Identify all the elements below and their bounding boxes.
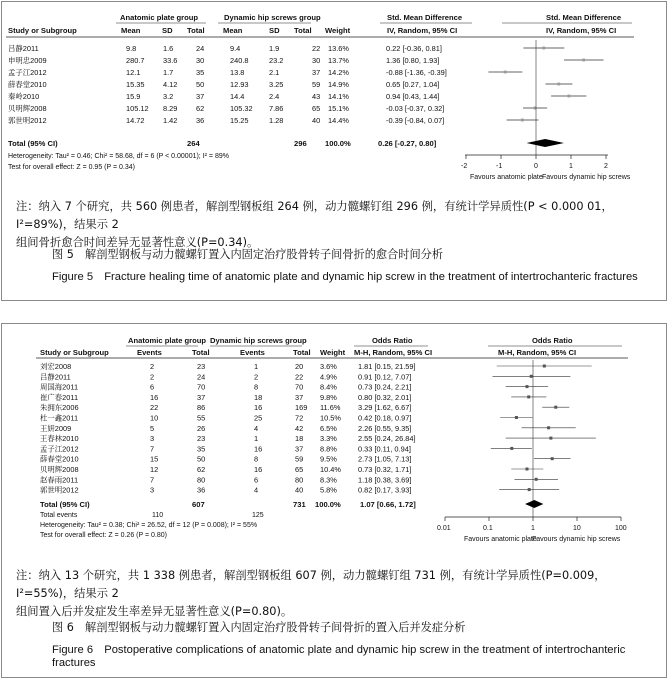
fig5-study-rows (8, 44, 447, 125)
fig5-row-weight: 14.2% (328, 68, 349, 77)
fig6-row-events1: 2 (150, 362, 155, 371)
fig6-row-total2: 22 (295, 372, 304, 382)
fig6-study-rows (40, 362, 416, 495)
fig5-note (16, 198, 656, 252)
fig6-row-ci: 0.82 [0.17, 3.93] (358, 485, 412, 495)
fig5-total-weight: 100.0% (325, 139, 351, 148)
fig5-axis-tick-label: -2 (461, 163, 468, 170)
fig6-row-events1: 3 (150, 434, 155, 444)
fig6-row-weight: 8.3% (320, 475, 337, 485)
fig6-row-total2: 65 (295, 465, 304, 474)
fig6-row-events2: 6 (254, 475, 259, 485)
fig6-axis-tick-label: 100 (615, 525, 627, 532)
fig5-row-n1: 50 (196, 80, 205, 89)
fig6-row-total2: 59 (295, 454, 304, 464)
fig6-row-events1: 6 (150, 382, 155, 392)
fig6-overall-effect: Test for overall effect: Z = 0.26 (P = 0.80) (40, 532, 167, 539)
fig5-row-sd1: 1.42 (163, 116, 178, 125)
fig6-row-study: 贝明辉2008 (40, 465, 79, 474)
fig6-plot-area (491, 360, 596, 517)
fig5-total-label: Total (95% CI) (8, 139, 58, 148)
fig6-row-total2: 18 (295, 434, 304, 444)
fig6-row-study: 薛春堂2010 (40, 454, 79, 464)
fig5-row-mean2: 240.8 (230, 56, 249, 65)
fig6-row-ci: 0.33 [0.11, 0.94] (358, 444, 411, 454)
fig5-row-n1: 35 (196, 68, 205, 77)
fig6-row-ci: 0.73 [0.32, 1.71] (358, 465, 412, 474)
fig5-row-n2: 37 (312, 68, 321, 77)
figure5-forest-plot (2, 2, 666, 182)
fig6-row-weight: 4.9% (320, 372, 337, 382)
fig5-axis (461, 155, 631, 181)
fig5-row-sd1: 8.29 (163, 104, 178, 113)
fig5-row-ci: 0.22 [-0.36, 0.81] (386, 44, 442, 53)
fig6-row-total1: 80 (197, 475, 206, 485)
fig5-row-sd2: 1.9 (269, 44, 280, 53)
fig6-col-total1: Total (192, 348, 210, 357)
fig6-row-study: 赵春雨2011 (40, 475, 79, 485)
fig6-row-total1: 62 (197, 465, 206, 474)
fig5-col-sd2: SD (269, 26, 280, 35)
fig5-row-study: 吕静2011 (8, 44, 39, 53)
fig6-row-total1: 70 (197, 382, 206, 392)
fig5-point-estimate (504, 71, 507, 74)
fig6-row-total1: 24 (197, 372, 206, 382)
fig5-row-ci: 0.65 [0.27, 1.04] (386, 80, 440, 89)
fig6-row-events1: 7 (150, 475, 155, 485)
fig6-row-ci: 2.26 [0.55, 9.35] (358, 423, 412, 433)
fig6-row-events1: 3 (150, 485, 155, 495)
fig5-row-ci: -0.39 [-0.84, 0.07] (386, 116, 445, 125)
fig5-col-total2: Total (294, 26, 312, 35)
fig5-row-sd2: 3.25 (269, 80, 284, 89)
fig5-row-sd2: 2.4 (269, 92, 280, 101)
fig6-col-events1: Events (137, 348, 162, 357)
fig6-point-estimate (535, 478, 538, 481)
fig6-row-events2: 4 (254, 485, 259, 495)
fig5-axis-tick-label: 1 (569, 163, 573, 170)
fig5-row-mean1: 105.12 (126, 104, 149, 113)
fig6-row-study: 孟子江2012 (40, 444, 79, 454)
fig6-point-estimate (551, 457, 554, 460)
fig5-summary-diamond (527, 139, 564, 147)
fig5-row-mean2: 15.25 (230, 116, 249, 125)
fig6-row-total1: 35 (197, 444, 206, 454)
fig6-row-total2: 42 (295, 423, 304, 433)
fig5-row-weight: 14.1% (328, 92, 349, 101)
fig6-row-weight: 10.5% (320, 413, 341, 423)
fig6-total-events-label: Total events (40, 512, 78, 519)
fig6-point-estimate (510, 447, 513, 450)
fig5-row-study: 贝明辉2008 (8, 104, 47, 113)
fig6-point-estimate (525, 468, 528, 471)
fig5-row-n1: 62 (196, 104, 205, 113)
fig5-row-mean2: 105.32 (230, 104, 253, 113)
fig6-row-ci: 0.91 [0.12, 7.07] (358, 372, 412, 382)
fig5-row-mean1: 280.7 (126, 56, 145, 65)
fig5-row-study: 孟子江2012 (8, 68, 47, 77)
fig6-row-weight: 9.8% (320, 392, 337, 402)
fig6-row-study: 朱拥东2006 (40, 403, 79, 413)
fig5-row-sd2: 7.86 (269, 104, 284, 113)
fig6-row-weight: 5.8% (320, 485, 337, 495)
fig6-plot-sub: M-H, Random, 95% CI (498, 348, 577, 357)
fig6-row-events1: 10 (150, 413, 159, 423)
fig6-point-estimate (543, 365, 546, 368)
fig6-study-header: Study or Subgroup (40, 348, 109, 357)
fig6-row-study: 周国海2011 (40, 382, 79, 392)
fig6-row-ci: 3.29 [1.62, 6.67] (358, 403, 412, 413)
fig6-row-events2: 1 (254, 362, 259, 371)
fig6-row-total1: 55 (197, 413, 206, 423)
figure6-forest-plot (2, 324, 666, 554)
fig5-row-n1: 37 (196, 92, 205, 101)
fig6-row-events2: 25 (254, 413, 263, 423)
fig6-row-events2: 8 (254, 454, 259, 464)
fig5-row-ci: -0.88 [-1.36, -0.39] (386, 68, 447, 77)
fig6-row-study: 杜一鑫2011 (40, 413, 79, 423)
fig6-total-row (40, 500, 416, 539)
fig6-group2-header: Dynamic hip screws group (210, 336, 307, 345)
fig5-row-n2: 43 (312, 92, 321, 101)
fig6-row-ci: 0.73 [0.24, 2.21] (358, 382, 412, 392)
fig5-row-n1: 24 (196, 44, 205, 53)
fig6-summary-diamond (525, 500, 543, 508)
fig6-row-weight: 6.5% (320, 423, 337, 433)
fig5-group2-header: Dynamic hip screws group (224, 13, 321, 22)
fig6-row-ci: 1.18 [0.38, 3.69] (358, 475, 412, 485)
fig6-axis (437, 517, 627, 543)
fig6-row-study: 王春林2010 (40, 434, 79, 444)
fig5-plot-title: Std. Mean Difference (546, 13, 622, 22)
fig5-row-weight: 14.4% (328, 116, 349, 125)
fig5-row-weight: 15.1% (328, 104, 349, 113)
fig6-row-events2: 2 (254, 372, 259, 382)
fig5-total-row (8, 139, 437, 171)
figure6-panel (1, 323, 667, 678)
fig6-axis-tick-label: 0.01 (437, 525, 451, 532)
fig5-row-mean1: 15.9 (126, 92, 141, 101)
fig6-headers (36, 336, 628, 358)
fig5-col-mean1: Mean (121, 26, 141, 35)
fig6-row-events2: 1 (254, 434, 259, 444)
fig6-row-events1: 22 (150, 403, 159, 413)
fig5-total-n1: 264 (187, 139, 200, 148)
fig5-note-line1: 注：纳入 7 个研究，共 560 例患者，解剖型钢板组 264 例，动力髋螺钉组 296 例，有统计学异质性(P < 0.000 01，I²=89%)，结果示 2 (16, 200, 613, 231)
fig6-note-line1: 注：纳入 13 个研究，共 1 338 例患者，解剖型钢板组 607 例，动力髋螺钉组 731 例，有统计学异质性(P=0.009，I²=55%)，结果示 2 (16, 569, 606, 600)
fig6-row-ci: 1.81 [0.15, 21.59] (358, 362, 416, 371)
fig5-axis-tick-label: 0 (534, 163, 538, 170)
fig6-row-events1: 12 (150, 465, 159, 474)
fig6-row-weight: 8.8% (320, 444, 337, 454)
fig5-point-estimate (568, 95, 571, 98)
fig6-note-line2: 组间置入后并发症发生率差异无显著性意义(P=0.80)。 (16, 605, 293, 618)
fig5-favours-right: Favours dynamic hip screws (542, 174, 631, 181)
fig6-favours-left: Favours anatomic plate (464, 536, 537, 543)
fig6-point-estimate (554, 406, 557, 409)
fig5-plot-area (488, 40, 603, 155)
fig5-row-mean2: 13.8 (230, 68, 245, 77)
fig5-overall-effect: Test for overall effect: Z = 0.95 (P = 0.34) (8, 164, 135, 171)
fig5-point-estimate (582, 59, 585, 62)
fig6-row-total1: 37 (197, 392, 206, 402)
fig6-col-weight: Weight (320, 348, 346, 357)
fig5-row-mean1: 15.35 (126, 80, 145, 89)
fig6-row-total1: 23 (197, 362, 206, 371)
fig6-total-events2: 125 (252, 512, 264, 519)
fig5-row-mean2: 14.4 (230, 92, 245, 101)
fig6-row-events2: 16 (254, 444, 263, 454)
fig6-total-events1: 110 (152, 512, 164, 519)
fig6-total-ci: 1.07 [0.66, 1.72] (360, 500, 416, 509)
fig5-plot-sub: IV, Random, 95% CI (546, 26, 617, 35)
fig6-row-events2: 16 (254, 403, 263, 413)
fig5-effect-sub: IV, Random, 95% CI (387, 26, 458, 35)
fig5-col-total1: Total (187, 26, 205, 35)
fig6-row-weight: 8.4% (320, 382, 337, 392)
fig5-caption-zh: 图 5 解剖型钢板与动力髋螺钉置入内固定治疗股骨转子间骨折的愈合时间分析 (52, 248, 444, 261)
fig6-row-ci: 2.55 [0.24, 26.84] (358, 434, 416, 444)
fig6-point-estimate (525, 385, 528, 388)
fig6-row-total2: 72 (295, 413, 304, 423)
fig6-row-weight: 9.5% (320, 454, 337, 464)
fig5-point-estimate (557, 83, 560, 86)
fig6-row-events1: 16 (150, 392, 159, 402)
fig5-row-mean1: 12.1 (126, 68, 141, 77)
fig6-row-total2: 37 (295, 392, 304, 402)
fig6-row-total1: 36 (197, 485, 206, 495)
fig6-row-study: 郭世明2012 (40, 485, 79, 495)
fig5-row-sd2: 23.2 (269, 56, 284, 65)
fig6-group1-header: Anatomic plate group (128, 336, 207, 345)
fig6-row-events1: 5 (150, 423, 155, 433)
fig5-point-estimate (521, 119, 524, 122)
fig5-row-study: 薛春堂2010 (8, 80, 47, 89)
fig5-row-sd1: 1.6 (163, 44, 174, 53)
fig5-group1-header: Anatomic plate group (120, 13, 199, 22)
fig5-point-estimate (542, 47, 545, 50)
fig6-row-events1: 15 (150, 454, 159, 464)
fig6-effect-sub: M-H, Random, 95% CI (354, 348, 433, 357)
fig6-row-events1: 2 (150, 372, 155, 382)
fig5-row-n2: 40 (312, 116, 321, 125)
fig6-axis-tick-label: 10 (573, 525, 581, 532)
fig5-col-weight: Weight (325, 26, 351, 35)
fig6-row-total2: 37 (295, 444, 304, 454)
fig5-row-mean2: 9.4 (230, 44, 241, 53)
fig6-row-study: 刘宏2008 (40, 362, 72, 371)
fig6-note (16, 567, 656, 621)
fig6-total-weight: 100.0% (315, 500, 341, 509)
fig6-row-ci: 2.73 [1.05, 7.13] (358, 454, 412, 464)
fig6-total-label: Total (95% CI) (40, 500, 90, 509)
fig5-row-n2: 59 (312, 80, 321, 89)
fig6-effect-header: Odds Ratio (372, 336, 413, 345)
fig6-caption-zh: 图 6 解剖型钢板与动力髋螺钉置入内固定治疗股骨转子间骨折的置入后并发症分析 (52, 621, 466, 634)
fig6-row-total1: 26 (197, 423, 206, 433)
fig6-row-total2: 40 (295, 485, 304, 495)
fig6-point-estimate (530, 375, 533, 378)
fig6-heterogeneity: Heterogeneity: Tau² = 0.38; Chi² = 26.52, df = 12 (P = 0.008); I² = 55% (40, 522, 258, 529)
fig6-row-total2: 20 (295, 362, 304, 371)
fig5-row-n2: 30 (312, 56, 321, 65)
fig6-favours-right: Favours dynamic hip screws (532, 536, 621, 543)
fig6-plot-title: Odds Ratio (532, 336, 573, 345)
fig6-row-ci: 0.42 [0.18, 0.97] (358, 413, 412, 423)
fig6-row-total1: 50 (197, 454, 206, 464)
fig6-col-total2: Total (293, 348, 311, 357)
fig5-row-sd1: 3.2 (163, 92, 174, 101)
fig5-row-mean1: 9.8 (126, 44, 137, 53)
fig5-heterogeneity: Heterogeneity: Tau² = 0.46; Chi² = 58.68, df = 6 (P < 0.00001); I² = 89% (8, 153, 229, 160)
fig5-row-sd2: 1.28 (269, 116, 284, 125)
fig6-row-events2: 4 (254, 423, 259, 433)
fig6-row-events1: 7 (150, 444, 155, 454)
fig5-row-study: 郭世明2012 (8, 116, 47, 125)
fig5-row-ci: 1.36 [0.80, 1.93] (386, 56, 440, 65)
fig5-total-n2: 296 (294, 139, 307, 148)
fig5-row-study: 秦岭2010 (8, 92, 40, 101)
fig5-effect-header: Std. Mean Difference (387, 13, 463, 22)
fig5-row-sd1: 4.12 (163, 80, 178, 89)
fig6-total-n1: 607 (192, 500, 205, 509)
fig6-row-ci: 0.80 [0.32, 2.01] (358, 392, 412, 402)
fig5-caption-en: Figure 5 Fracture healing time of anatomic plate and dynamic hip screw in the treatment of intertrochanteric fractures (52, 271, 638, 283)
fig6-total-n2: 731 (293, 500, 306, 509)
fig5-row-n2: 65 (312, 104, 321, 113)
fig6-row-events2: 16 (254, 465, 263, 474)
fig6-row-weight: 10.4% (320, 465, 341, 474)
fig6-row-total2: 70 (295, 382, 304, 392)
fig5-headers (6, 13, 634, 37)
fig5-row-n1: 36 (196, 116, 205, 125)
fig6-row-total2: 169 (295, 403, 308, 413)
fig5-row-n1: 30 (196, 56, 205, 65)
fig6-point-estimate (547, 426, 550, 429)
fig5-row-weight: 14.9% (328, 80, 349, 89)
fig5-row-n2: 22 (312, 44, 321, 53)
fig5-row-ci: 0.94 [0.43, 1.44] (386, 92, 440, 101)
fig6-row-weight: 11.6% (320, 403, 341, 413)
fig6-row-total1: 23 (197, 434, 206, 444)
fig5-row-sd1: 1.7 (163, 68, 174, 77)
fig6-point-estimate (528, 488, 531, 491)
fig6-row-events2: 8 (254, 382, 259, 392)
fig5-axis-tick-label: -1 (496, 163, 503, 170)
fig5-col-mean2: Mean (223, 26, 243, 35)
fig5-row-study: 申明忠2009 (8, 56, 47, 65)
fig5-col-sd1: SD (162, 26, 173, 35)
fig6-row-study: 崔广春2011 (40, 392, 79, 402)
fig5-row-weight: 13.7% (328, 56, 349, 65)
fig6-caption-en: Figure 6 Postoperative complications of anatomic plate and dynamic hip screw in the treatment of intertrochanteric fractures (52, 644, 626, 669)
fig6-row-weight: 3.6% (320, 362, 337, 371)
fig6-col-events2: Events (240, 348, 265, 357)
fig6-row-study: 吕静2011 (40, 372, 71, 382)
fig6-axis-tick-label: 1 (531, 525, 535, 532)
fig5-row-mean2: 12.93 (230, 80, 249, 89)
fig6-row-total2: 80 (295, 475, 304, 485)
fig5-row-sd2: 2.1 (269, 68, 280, 77)
fig5-favours-left: Favours anatomic plate (470, 174, 543, 181)
fig6-axis-tick-label: 0.1 (483, 525, 493, 532)
fig5-row-weight: 13.6% (328, 44, 349, 53)
fig6-row-total1: 86 (197, 403, 206, 413)
fig5-note-line2: 组间骨折愈合时间差异无显著性意义(P=0.34)。 (16, 236, 259, 249)
fig5-total-ci: 0.26 [-0.27, 0.80] (378, 139, 437, 148)
fig6-point-estimate (515, 416, 518, 419)
fig6-row-weight: 3.3% (320, 434, 337, 444)
fig5-row-ci: -0.03 [-0.37, 0.32] (386, 104, 445, 113)
fig5-row-mean1: 14.72 (126, 116, 145, 125)
fig6-point-estimate (549, 437, 552, 440)
fig5-axis-tick-label: 2 (604, 163, 608, 170)
fig6-row-events2: 18 (254, 392, 263, 402)
fig6-point-estimate (527, 395, 530, 398)
fig5-study-header: Study or Subgroup (8, 26, 77, 35)
figure5-panel (1, 1, 667, 301)
fig6-row-study: 王妍2009 (40, 423, 72, 433)
fig5-row-sd1: 33.6 (163, 56, 178, 65)
